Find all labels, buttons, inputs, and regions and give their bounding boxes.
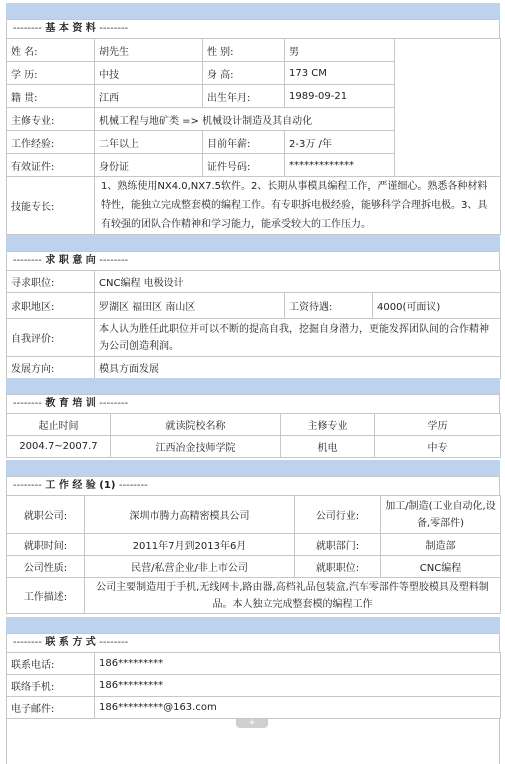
skill-text: 1、熟练使用NX4.0,NX7.5软件。2、长期从事模具编程工作，严谨细心。熟悉各种材料特性，能独立完成整套模的编程工作。有专职拆电极经验，能够科学合理拆电极。3、具有较强的团队合作精神和学习能力，能承受较大的工作压力。 [95,177,501,235]
email-label: 电子邮件: [7,697,95,719]
education-label: 学 历: [7,62,95,85]
birth-value: 1989-09-21 [285,85,395,108]
gender-label: 性 别: [203,39,285,62]
company-value: 深圳市腾力高精密模具公司 [85,496,295,534]
skill-label: 技能专长: [7,177,95,235]
job-value: CNC编程 [381,556,501,578]
edu-school: 江西冶金技师学院 [111,436,281,458]
edu-header-major: 主修专业 [281,414,375,436]
table-row [7,496,501,534]
department-label: 就职部门: [295,534,381,556]
gender-value: 男 [285,39,395,62]
mobile-value: 186********* [95,675,501,697]
birth-label: 出生年月: [203,85,285,108]
id-value: 身份证 [95,154,203,177]
direction-label: 发展方向: [7,357,95,379]
experience-value: 二年以上 [95,131,203,154]
phone-value: 186********* [95,653,501,675]
work-section-title: 工 作 经 验 (1) [45,480,116,491]
section-band [6,378,500,394]
salary-value: 2-3万 /年 [285,131,395,154]
table-row [7,319,501,357]
description-label: 工作描述: [7,578,85,614]
pay-value: 4000(可面议) [373,293,501,319]
job-label: 就职职位: [295,556,381,578]
table-row [7,578,501,614]
height-value: 173 CM [285,62,395,85]
edu-header-period: 起止时间 [7,414,111,436]
table-row [7,414,501,436]
work-section-header: -------- 工 作 经 验 (1) -------- [6,476,500,496]
nature-label: 公司性质: [7,556,85,578]
contact-section-header: -------- 联 系 方 式 -------- [6,633,500,653]
salary-label: 目前年薪: [203,131,285,154]
mobile-label: 联络手机: [7,675,95,697]
section-band [6,235,500,251]
self-eval-label: 自我评价: [7,319,95,357]
basic-section-header: -------- 基 本 资 料 -------- [6,19,500,39]
table-row [7,271,501,293]
table-row [7,39,501,62]
table-row [7,675,501,697]
education-section-header: -------- 教 育 培 训 -------- [6,394,500,414]
edu-major: 机电 [281,436,375,458]
edu-degree: 中专 [375,436,501,458]
intent-section-header: -------- 求 职 意 向 -------- [6,251,500,271]
native-label: 籍 贯: [7,85,95,108]
major-value: 机械工程与地矿类 => 机械设计制造及其自动化 [95,108,395,131]
experience-label: 工作经验: [7,131,95,154]
industry-value: 加工/制造(工业自动化,设备,零部件) [381,496,501,534]
name-label: 姓 名: [7,39,95,62]
contact-table [6,652,501,719]
period-label: 就职时间: [7,534,85,556]
intent-section-title: 求 职 意 向 [45,255,96,266]
edu-header-degree: 学历 [375,414,501,436]
description-text: 公司主要制造用于手机,无线网卡,路由器,高档礼品包装盒,汽车零部件等塑胶模具及塑料制品。本人独立完成整套模的编程工作 [85,578,501,614]
pay-label: 工资待遇: [285,293,373,319]
period-value: 2011年7月到2013年6月 [85,534,295,556]
nature-value: 民营/私营企业/非上市公司 [85,556,295,578]
education-value: 中技 [95,62,203,85]
work-table [6,495,501,614]
education-section-title: 教 育 培 训 [45,398,96,409]
department-value: 制造部 [381,534,501,556]
edu-period: 2004.7~2007.7 [7,436,111,458]
industry-label: 公司行业: [295,496,381,534]
basic-section-title: 基 本 资 料 [45,23,96,34]
table-row [7,357,501,379]
height-label: 身 高: [203,62,285,85]
section-band [6,460,500,476]
company-label: 就职公司: [7,496,85,534]
photo-cell [395,39,501,177]
email-value: 186*********@163.com [95,697,501,719]
position-value: CNC编程 电极设计 [95,271,501,293]
native-value: 江西 [95,85,203,108]
table-row [7,556,501,578]
table-row [7,293,501,319]
education-table [6,413,501,458]
table-row [7,653,501,675]
self-eval-text: 本人认为胜任此职位并可以不断的提高自我，挖掘自身潜力，更能发挥团队间的合作精神为公司创造利润。 [95,319,501,357]
plus-icon[interactable]: + [236,719,268,728]
section-band [6,617,500,633]
section-band [6,3,500,19]
major-label: 主修专业: [7,108,95,131]
position-label: 寻求职位: [7,271,95,293]
basic-info-table [6,38,501,235]
table-row [7,697,501,719]
id-label: 有效证件: [7,154,95,177]
id-number-value: ************* [285,154,395,177]
phone-label: 联系电话: [7,653,95,675]
id-number-label: 证件号码: [203,154,285,177]
name-value: 胡先生 [95,39,203,62]
table-row [7,177,501,235]
intent-table [6,270,501,379]
table-row [7,436,501,458]
contact-section-title: 联 系 方 式 [45,637,96,648]
table-row [7,534,501,556]
direction-value: 模具方面发展 [95,357,501,379]
edu-header-school: 就读院校名称 [111,414,281,436]
area-value: 罗湖区 福田区 南山区 [95,293,285,319]
area-label: 求职地区: [7,293,95,319]
